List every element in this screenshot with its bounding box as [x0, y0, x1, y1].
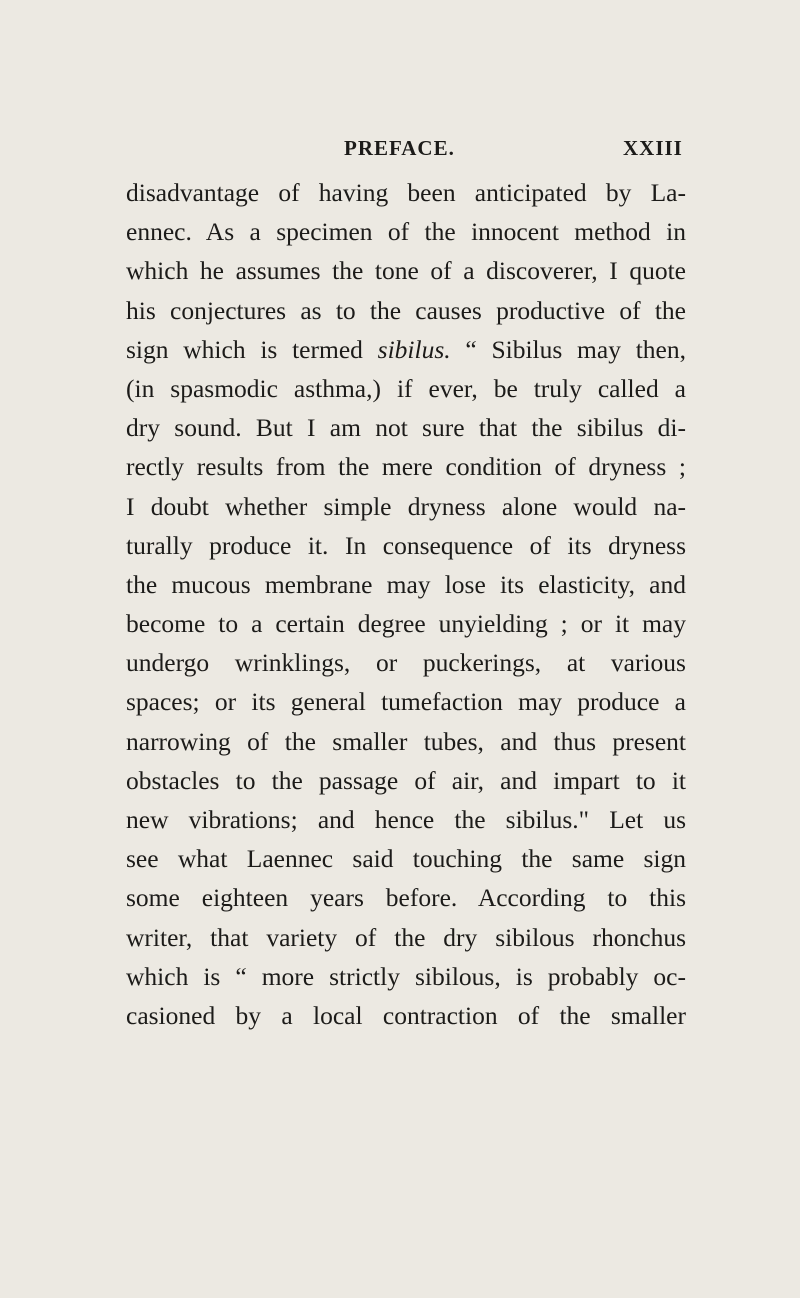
text-line-5-lead: sign which is termed: [126, 334, 378, 364]
text-line-10: turally produce it. In consequence of its dryness: [126, 530, 686, 560]
text-line-3: which he assumes the tone of a discoverer, I quote: [126, 256, 686, 286]
body-text: [126, 173, 686, 1035]
text-line-18: see what Laennec said touching the same sign: [126, 844, 686, 874]
text-line-21: which is “ more strictly sibilous, is probably oc-: [126, 961, 686, 991]
running-head: [0, 136, 800, 166]
text-line-4: his conjectures as to the causes productive of the: [126, 295, 686, 325]
text-line-11: the mucous membrane may lose its elasticity, and: [126, 569, 686, 599]
text-line-5-tail: “ Sibilus may then,: [450, 334, 686, 364]
text-line-7: dry sound. But I am not sure that the sibilus di-: [126, 413, 686, 443]
text-line-16: obstacles to the passage of air, and impart to it: [126, 765, 686, 795]
text-line-9: I doubt whether simple dryness alone would na-: [126, 491, 686, 521]
text-line-8: rectly results from the mere condition of dryness ;: [126, 452, 686, 482]
text-line-12: become to a certain degree unyielding ; or it may: [126, 609, 686, 639]
page-number: XXIII: [623, 136, 683, 160]
text-line-14: spaces; or its general tumefaction may produce a: [126, 687, 686, 717]
text-line-5: [126, 330, 686, 369]
text-line-20: writer, that variety of the dry sibilous rhonchus: [126, 922, 686, 952]
text-line-6: (in spasmodic asthma,) if ever, be truly called a: [126, 373, 686, 403]
text-line-22: casioned by a local contraction of the smaller: [126, 1000, 686, 1030]
text-line-2: ennec. As a specimen of the innocent method in: [126, 217, 686, 247]
text-line-1: disadvantage of having been anticipated by La-: [126, 178, 686, 207]
italic-term-sibilus: sibilus.: [377, 334, 451, 364]
running-head-title: PREFACE.: [344, 136, 455, 160]
text-line-15: narrowing of the smaller tubes, and thus present: [126, 726, 686, 756]
text-line-13: undergo wrinklings, or puckerings, at various: [126, 648, 686, 678]
text-line-17: new vibrations; and hence the sibilus." Let us: [126, 805, 686, 834]
text-line-19: some eighteen years before. According to this: [126, 883, 686, 913]
